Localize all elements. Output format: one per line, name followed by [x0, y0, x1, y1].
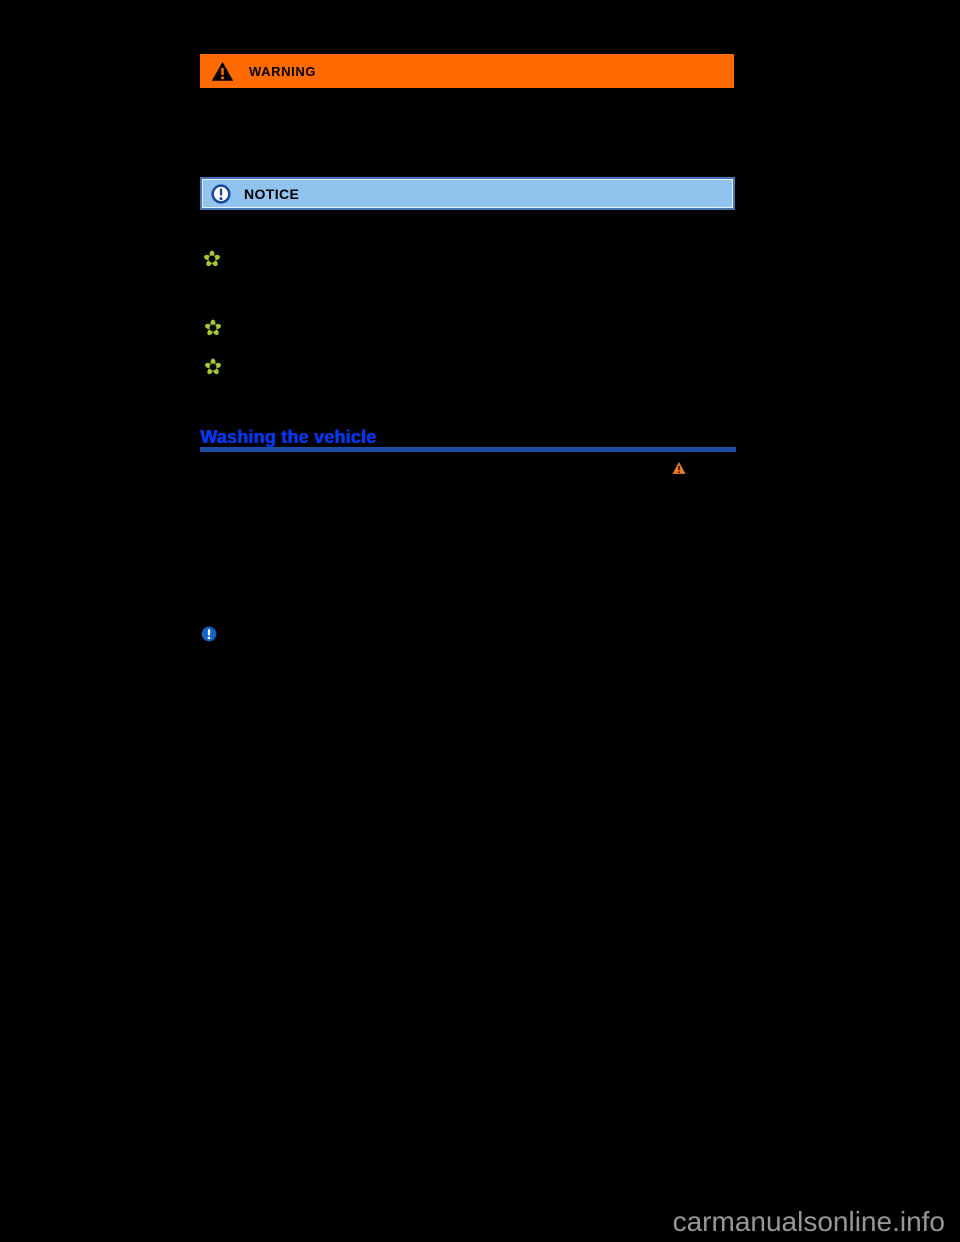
flower-icon — [204, 358, 222, 376]
watermark: carmanualsonline.info — [672, 1206, 945, 1237]
flower-icon — [204, 319, 222, 337]
warning-banner — [200, 54, 734, 88]
warning-triangle-small-icon — [672, 461, 686, 475]
notice-banner-label: NOTICE — [244, 185, 300, 202]
notice-exclamation-filled-icon — [201, 626, 217, 642]
section-heading-rule — [200, 447, 736, 452]
section-heading: Washing the vehicle — [200, 427, 377, 447]
warning-triangle-icon — [211, 61, 234, 82]
notice-exclamation-circle-icon — [211, 184, 231, 204]
notice-banner — [200, 177, 735, 210]
warning-banner-label: WARNING — [249, 63, 317, 79]
flower-icon — [203, 250, 221, 268]
